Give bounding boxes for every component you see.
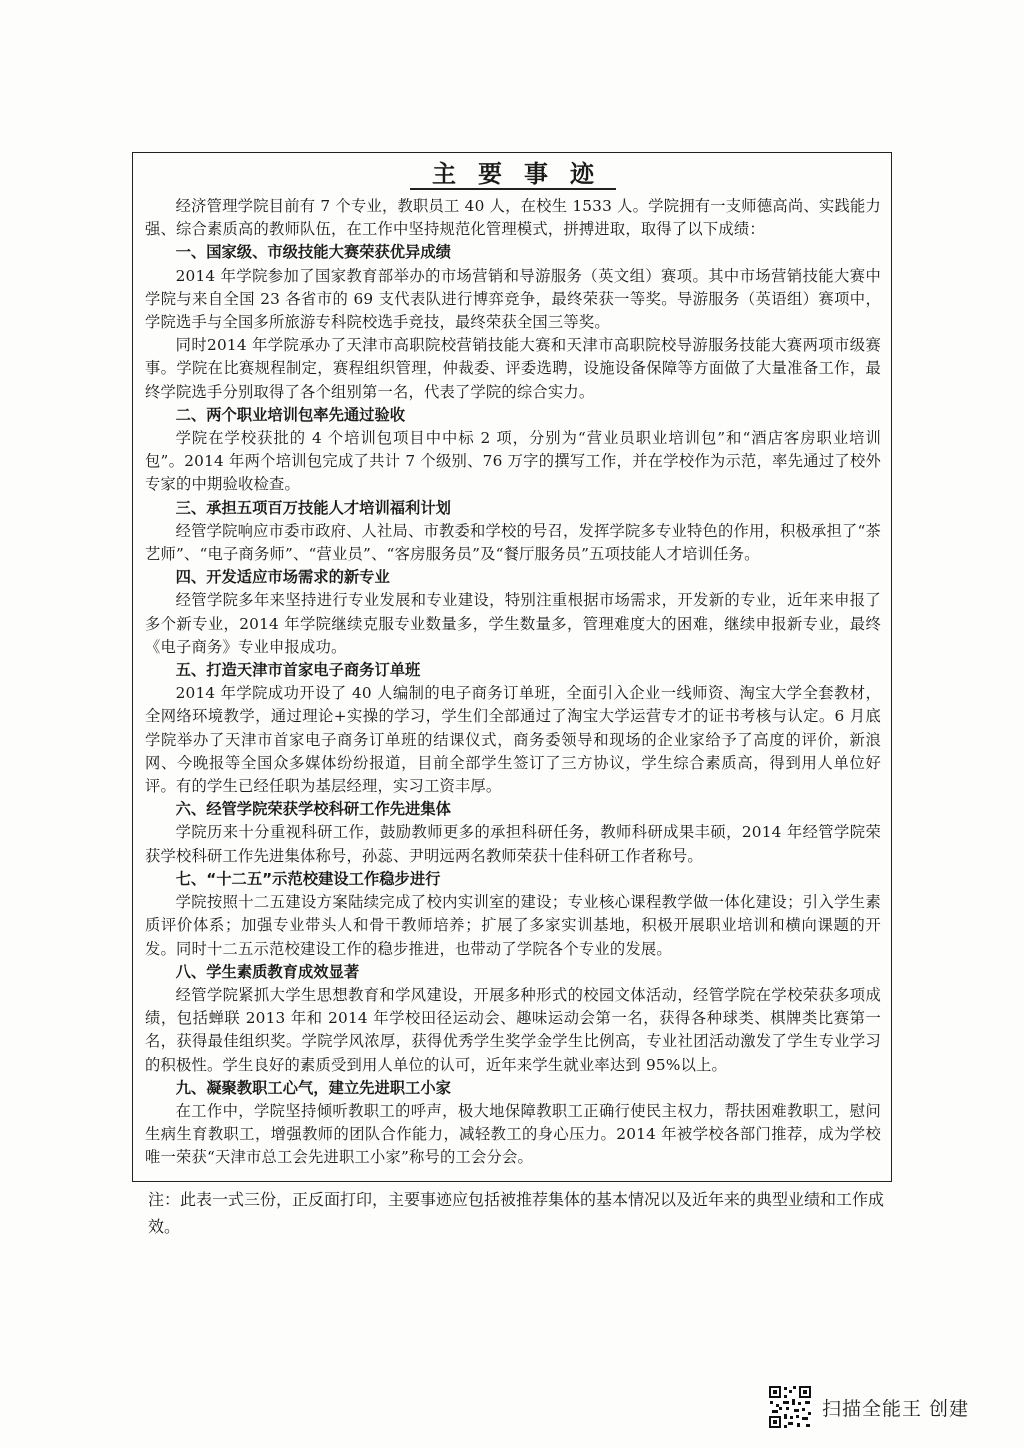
section-paragraph: 2014 年学院参加了国家教育部举办的市场营销和导游服务（英文组）赛项。其中市场营销技能大赛中学院与来自全国 23 各省市的 69 支代表队进行博弈竞争，最终荣获一等奖。导游服务（英语组）赛项中，学院选手与全国多所旅游专科院校选手竞技，最终荣获全国三等奖。 xyxy=(145,266,881,332)
section-paragraph: 经管学院响应市委市政府、人社局、市教委和学校的号召，发挥学院多专业特色的作用，积极承担了“茶艺师”、“电子商务师”、“营业员”、“客房服务员”及“餐厅服务员”五项技能人才培训任务。 xyxy=(145,521,881,564)
section-paragraph: 经管学院多年来坚持进行专业发展和专业建设，特别注重根据市场需求，开发新的专业，近年来申报了多个新专业，2014 年学院继续克服专业数量多，学生数量多，管理难度大的困难，继续申报新专业，最终《电子商务》专业申报成功。 xyxy=(145,591,881,656)
qr-code-icon xyxy=(768,1385,812,1429)
scanner-label: 扫描全能王 创建 xyxy=(822,1397,970,1420)
section-heading: 七、“十二五”示范校建设工作稳步进行 xyxy=(175,869,441,888)
section-paragraph: 学院历来十分重视科研工作，鼓励教师更多的承担科研任务，教师科研成果丰硕，2014 年经管学院荣获学校科研工作先进集体称号，孙蕊、尹明远两名教师荣获十佳科研工作者称号。 xyxy=(145,823,881,865)
section-paragraph: 在工作中，学院坚持倾听教职工的呼声，极大地保障教职工正确行使民主权力，帮扶困难教职工，慰问生病生育教职工，增强教师的团队合作能力，减轻教工的身心压力。2014 年被学校各部门推荐，成为学校唯一荣获“天津市总工会先进职工小家”称号的工会分会。 xyxy=(145,1101,881,1167)
document-frame xyxy=(132,152,892,1182)
section-heading: 四、开发适应市场需求的新专业 xyxy=(175,568,390,587)
section-heading: 三、承担五项百万技能人才培训福利计划 xyxy=(175,498,451,517)
intro-paragraph: 经济管理学院目前有 7 个专业，教职员工 40 人，在校生 1533 人。学院拥有一支师德高尚、实践能力强、综合素质高的教师队伍，在工作中坚持规范化管理模式，拼搏进取，取得了以下成绩： xyxy=(145,197,881,239)
page-title: 主要事迹 xyxy=(145,157,881,191)
section-heading: 一、国家级、市级技能大赛荣获优异成绩 xyxy=(175,243,451,262)
section-heading: 八、学生素质教育成效显著 xyxy=(175,962,360,981)
section-heading: 九、凝聚教职工心气，建立先进职工小家 xyxy=(175,1078,451,1097)
section-paragraph: 同时2014 年学院承办了天津市高职院校营销技能大赛和天津市高职院校导游服务技能大赛两项市级赛事。学院在比赛规程制定，赛程组织管理，仲裁委、评委选聘，设施设备保障等方面做了大量准备工作，最终学院选手分别取得了各个组别第一名，代表了学院的综合实力。 xyxy=(145,336,881,401)
scanner-watermark xyxy=(768,1384,1008,1430)
section-heading: 六、经管学院荣获学校科研工作先进集体 xyxy=(175,800,451,819)
sections-container xyxy=(145,241,881,1169)
footnote: 注：此表一式三份，正反面打印，主要事迹应包括被推荐集体的基本情况以及近年来的典型业绩和工作成效。 xyxy=(148,1190,885,1236)
section-paragraph: 经管学院紧抓大学生思想教育和学风建设，开展多种形式的校园文体活动，经管学院在学校荣获多项成绩，包括蝉联 2013 年和 2014 年学校田径运动会、趣味运动会第一名，获得各种球类、棋牌类比赛第一名，获得最佳组织奖。学院学风浓厚，获得优秀学生奖学金学生比例高，专业社团活动激发了学生专业学习的积极性。学生良好的素质受到用人单位的认可，近年来学生就业率达到 95%以上。 xyxy=(145,985,881,1074)
section-heading: 五、打造天津市首家电子商务订单班 xyxy=(175,661,421,680)
section-paragraph: 学院在学校获批的 4 个培训包项目中中标 2 项，分别为“营业员职业培训包”和“酒店客房职业培训包”。2014 年两个培训包完成了共计 7 个级别、76 万字的撰写工作，并在学校作为示范，率先通过了校外专家的中期验收检查。 xyxy=(145,429,881,494)
section-heading: 二、两个职业培训包率先通过验收 xyxy=(175,405,406,424)
section-paragraph: 学院按照十二五建设方案陆续完成了校内实训室的建设；专业核心课程教学做一体化建设；引入学生素质评价体系；加强专业带头人和骨干教师培养；扩展了多家实训基地，积极开展职业培训和横向课题的开发。同时十二五示范校建设工作的稳步推进，也带动了学院各个专业的发展。 xyxy=(145,893,881,958)
section-paragraph: 2014 年学院成功开设了 40 人编制的电子商务订单班，全面引入企业一线师资、淘宝大学全套教材，全网络环境教学，通过理论+实操的学习，学生们全部通过了淘宝大学运营专才的证书考核与认定。6 月底学院举办了天津市首家电子商务订单班的结课仪式，商务委领导和现场的企业家给予了高度的评价，新浪网、今晚报等全国众多媒体纷纷报道，目前全部学生签订了三方协议，学生综合素质高，得到用人单位好评。有的学生已经任职为基层经理，实习工资丰厚。 xyxy=(145,684,881,796)
